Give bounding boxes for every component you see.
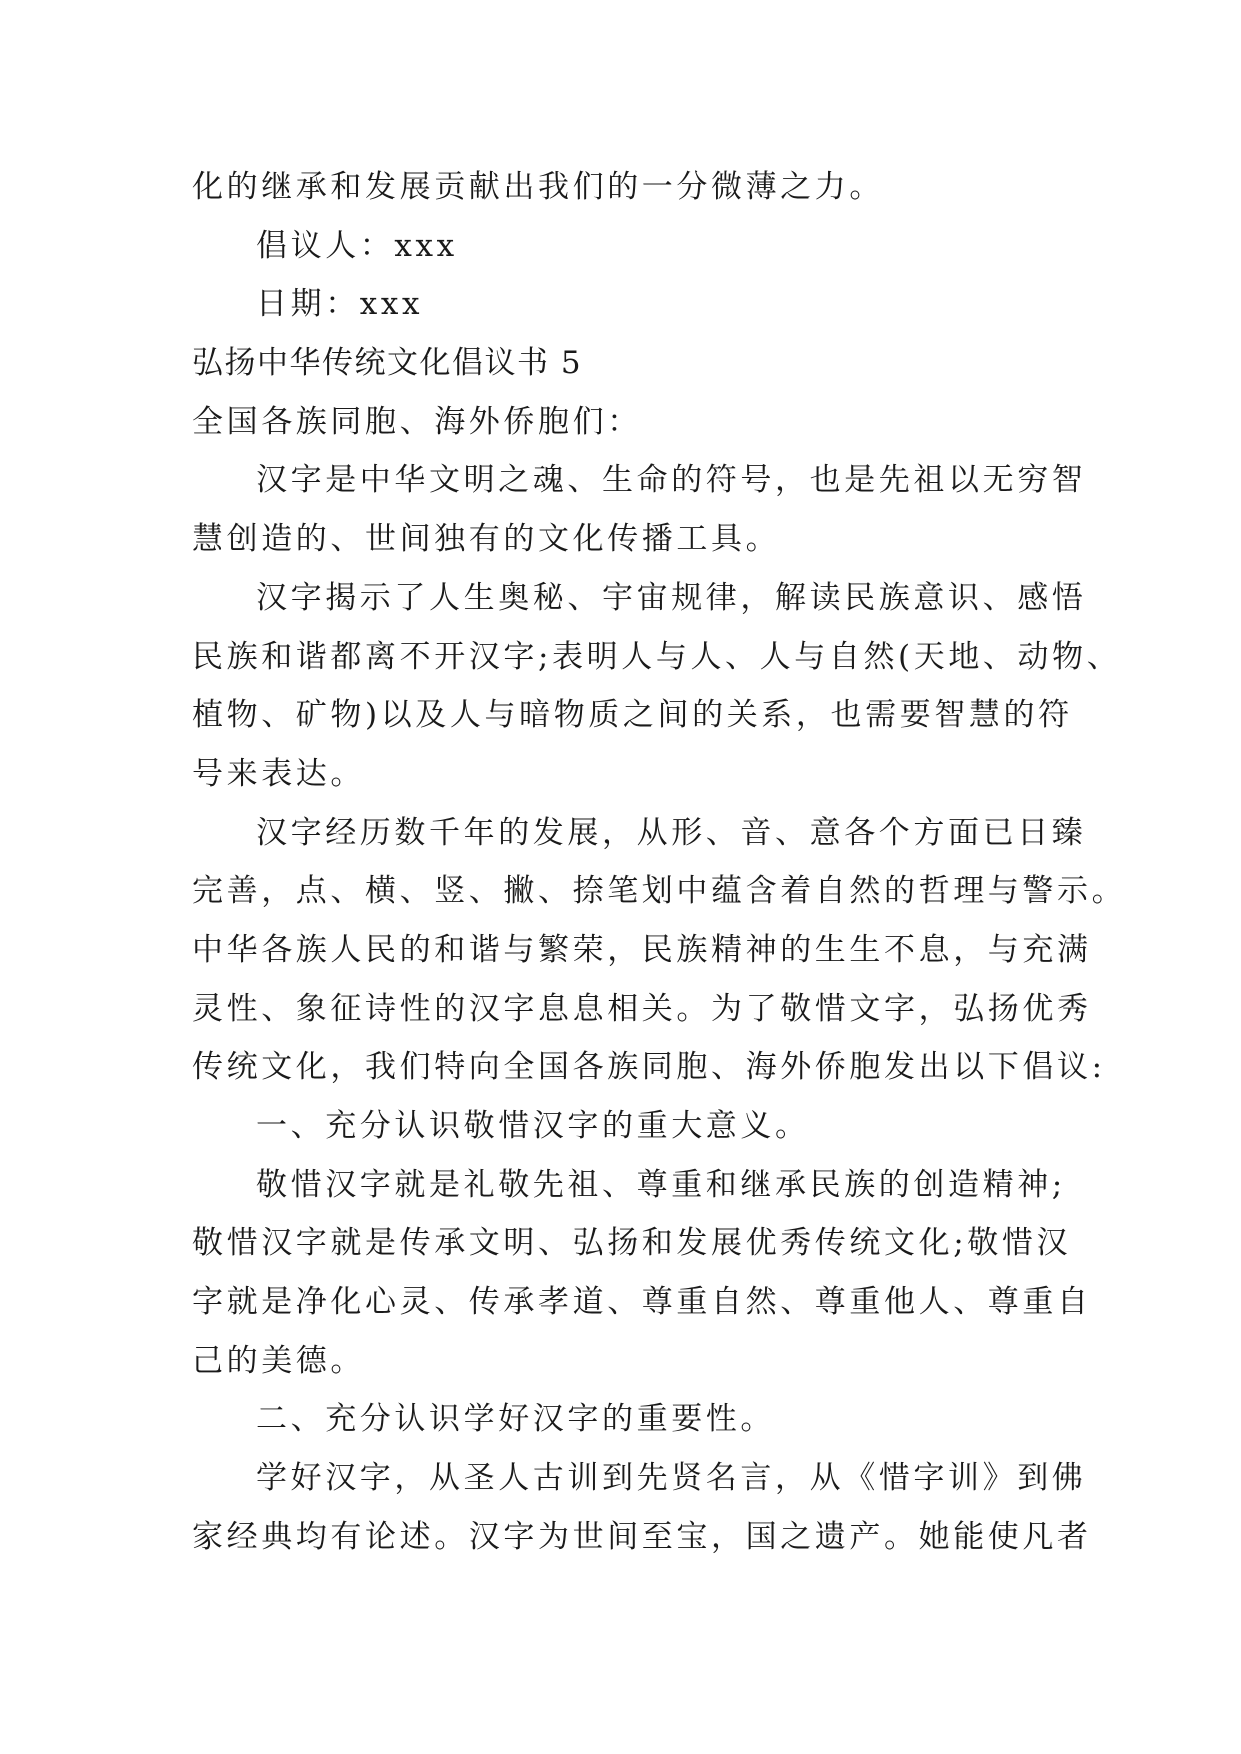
text-line: 灵性、象征诗性的汉字息息相关。为了敬惜文字，弘扬优秀 [192, 990, 1092, 1027]
document-body [192, 158, 1127, 1567]
text-line: 汉字揭示了人生奥秘、宇宙规律，解读民族意识、感悟 [256, 579, 1087, 616]
text-line: 化的继承和发展贡献出我们的一分微薄之力。 [192, 169, 884, 205]
text-line: 字就是净化心灵、传承孝道、尊重自然、尊重他人、尊重自 [192, 1284, 1092, 1321]
text-line: 完善，点、横、竖、撇、捺笔划中蕴含着自然的哲理与警示。 [192, 873, 1127, 910]
text-line: 敬惜汉字就是礼敬先祖、尊重和继承民族的创造精神; [256, 1166, 1066, 1203]
proposer-line: 倡议人：xxx [256, 227, 458, 264]
text-line: 民族和谐都离不开汉字;表明人与人、人与自然(天地、动物、 [192, 638, 1122, 675]
text-line: 己的美德。 [192, 1342, 365, 1379]
text-line: 中华各族人民的和谐与繁荣，民族精神的生生不息，与充满 [192, 931, 1092, 968]
text-line: 植物、矿物)以及人与暗物质之间的关系，也需要智慧的符 [192, 697, 1073, 734]
text-line: 传统文化，我们特向全国各族同胞、海外侨胞发出以下倡议: [192, 1049, 1106, 1086]
point-heading: 一、充分认识敬惜汉字的重大意义。 [256, 1108, 810, 1144]
point-heading: 二、充分认识学好汉字的重要性。 [256, 1401, 775, 1438]
text-line: 汉字是中华文明之魂、生命的符号，也是先祖以无穷智 [256, 462, 1087, 499]
text-line: 汉字经历数千年的发展，从形、音、意各个方面已日臻 [256, 814, 1087, 851]
section-heading: 弘扬中华传统文化倡议书 5 [192, 345, 583, 382]
date-line: 日期：xxx [256, 286, 424, 323]
text-line: 号来表达。 [192, 755, 365, 792]
text-line: 敬惜汉字就是传承文明、弘扬和发展优秀传统文化;敬惜汉 [192, 1225, 1072, 1262]
salutation-line: 全国各族同胞、海外侨胞们： [192, 403, 642, 440]
text-line: 慧创造的、世间独有的文化传播工具。 [192, 521, 781, 558]
text-line: 家经典均有论述。汉字为世间至宝，国之遗产。她能使凡者 [192, 1518, 1092, 1555]
text-line: 学好汉字，从圣人古训到先贤名言，从《惜字训》到佛 [256, 1460, 1087, 1497]
